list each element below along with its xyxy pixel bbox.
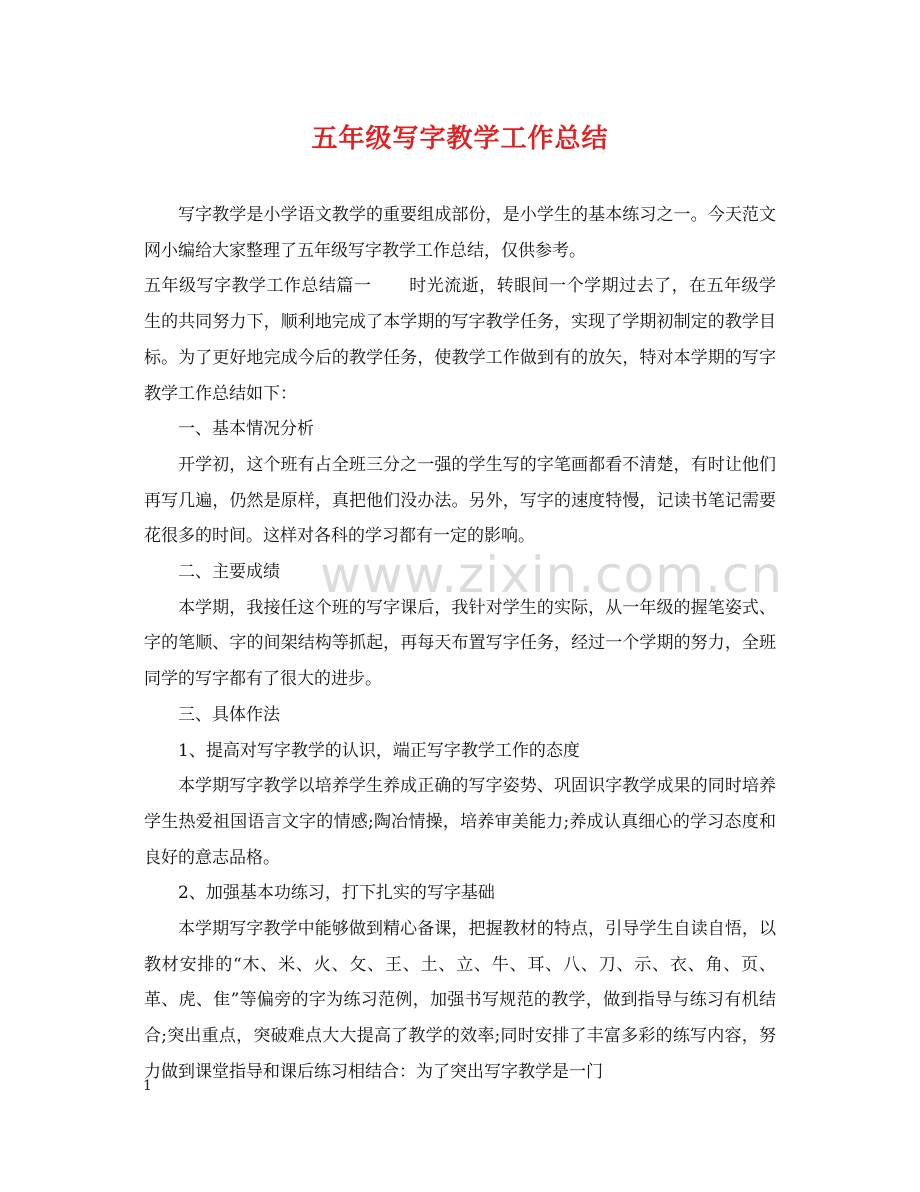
- document-body: [144, 198, 776, 1091]
- heading-methods: 三、具体作法: [178, 704, 280, 725]
- watermark: www.zixin.com.cn: [320, 546, 784, 604]
- paragraph-opening: 时光流逝，转眼间一个学期过去了，在五年级学生的共同努力下，顺利地完成了本学期的写字教学任务，实现了学期初制定的教学目标。为了更好地完成今后的教学任务，使教学工作做到有的放矢，特对本学期的写字教学工作总结如下：: [144, 276, 777, 404]
- section-heading: 五年级写字教学工作总结篇一: [144, 276, 372, 297]
- document-title: 五年级写字教学工作总结: [311, 124, 609, 154]
- subheading-method-1: 1、提高对写字教学的认识，端正写字教学工作的态度: [178, 740, 580, 761]
- paragraph-method-1: 本学期写字教学以培养学生养成正确的写字姿势、巩固识字教学成果的同时培养学生热爱祖国语言文字的情感;陶冶情操，培养审美能力;养成认真细心的学习态度和良好的意志品格。: [144, 776, 776, 868]
- paragraph-basic-situation: 开学初，这个班有占全班三分之一强的学生写的字笔画都看不清楚，有时让他们再写几遍，仍然是原样，真把他们没办法。另外，写字的速度特慢，记读书笔记需要花很多的时间。这样对各科的学习都有一定的影响。: [144, 454, 776, 547]
- paragraph-main-results: 本学期，我接任这个班的写字课后，我针对学生的实际，从一年级的握笔姿式、字的笔顺、字的间架结构等抓起，再每天布置写字任务，经过一个学期的努力，全班同学的写字都有了很大的进步。: [144, 597, 776, 690]
- heading-basic-situation: 一、基本情况分析: [178, 419, 314, 440]
- intro-paragraph: 写字教学是小学语文教学的重要组成部份，是小学生的基本练习之一。今天范文网小编给大家整理了五年级写字教学工作总结，仅供参考。: [144, 205, 776, 261]
- page-number: 1: [143, 1078, 152, 1094]
- subheading-method-2: 2、加强基本功练习，打下扎实的写字基础: [178, 883, 495, 904]
- heading-main-results: 二、主要成绩: [178, 562, 280, 583]
- paragraph-section-one-intro: [144, 269, 776, 412]
- paragraph-method-2: 本学期写字教学中能够做到精心备课，把握教材的特点，引导学生自读自悟，以教材安排的“木、米、火、攵、王、土、立、牛、耳、八、刀、示、衣、角、页、革、虎、隹”等偏旁的字为练习范例，加强书写规范的教学，做到指导与练习有机结合;突出重点，突破难点大大提高了教学的效率;同时安排了丰富多彩的练写内容，努力做到课堂指导和课后练习相结合：为了突出写字教学是一门: [144, 919, 776, 1082]
